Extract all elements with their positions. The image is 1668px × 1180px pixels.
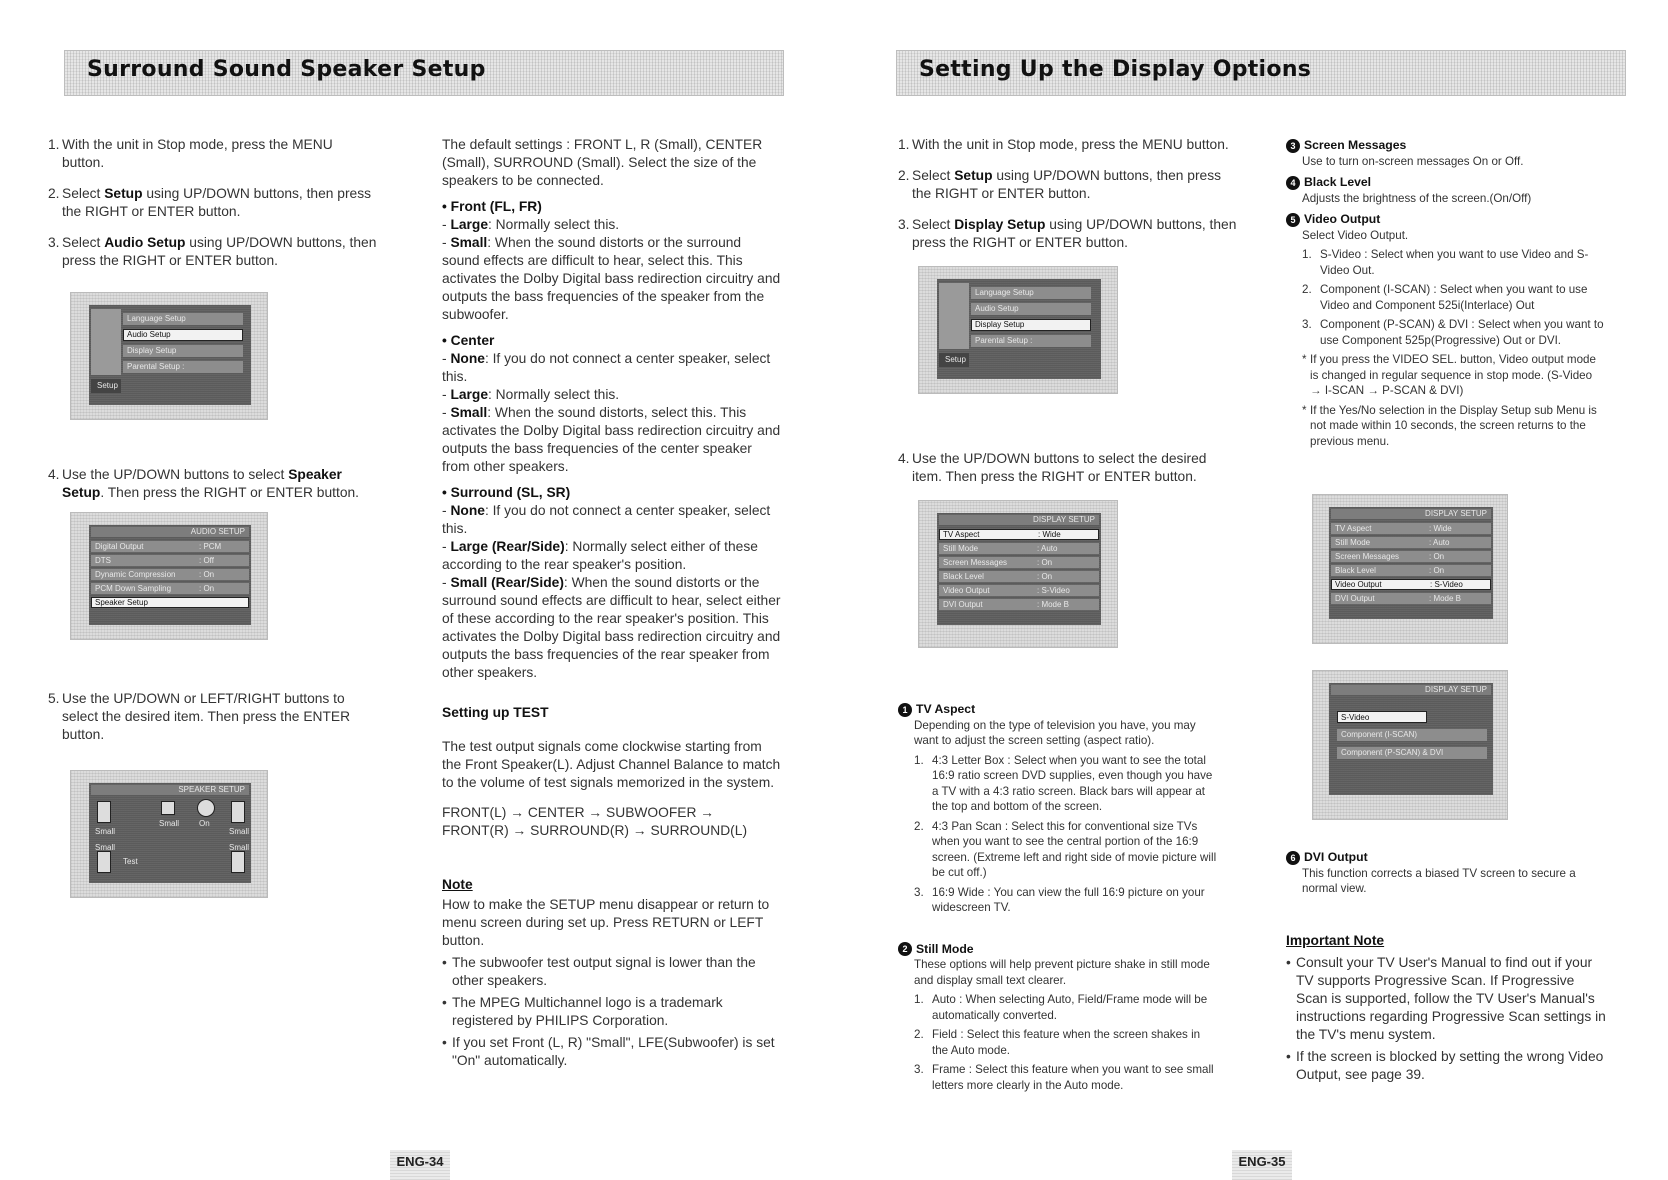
left-column-1 xyxy=(48,136,378,283)
step-item: 4. Use the UP/DOWN buttons to select the desired item. Then press the RIGHT or ENTER button. xyxy=(898,451,1207,484)
flow-line: FRONT(R) → SURROUND(R) → SURROUND(L) xyxy=(442,823,748,838)
video-output-options-screenshot: DISPLAY SETUP S-Video Component (I-SCAN) Component (P-SCAN) & DVI xyxy=(1312,670,1508,820)
bullet-item: • Consult your TV User's Manual to find out if your TV supports Progressive Scan. If Progressive Scan is supported, follow the TV User's Manual's instructions regarding Progressive Scan settings in the TV's menu system. xyxy=(1286,955,1606,1042)
list-item: 2. Component (I-SCAN) : Select when you want to use Video and Component 525i(Interlace) Out xyxy=(1302,283,1588,312)
page-number: ENG-34 xyxy=(390,1150,450,1180)
note-heading: Note xyxy=(442,877,473,892)
note-item: * If the Yes/No selection in the Display Setup sub Menu is not made within 10 seconds, the screen returns to the previous menu. xyxy=(1302,403,1597,448)
video-output-section: 5 Video Output xyxy=(1286,212,1606,228)
bullet-item: • If you set Front (L, R) "Small", LFE(Subwoofer) is set "On" automatically. xyxy=(442,1035,775,1068)
bullet-item: • The subwoofer test output signal is lower than the other speakers. xyxy=(442,955,756,988)
section-banner xyxy=(64,50,784,96)
section-banner xyxy=(896,50,1626,96)
number-badge: 6 xyxy=(1286,851,1300,865)
test-heading: Setting up TEST xyxy=(442,705,549,720)
black-level-section: 4 Black Level xyxy=(1286,175,1606,191)
surround-heading: • Surround (SL, SR) xyxy=(442,485,571,500)
audio-setup-screenshot: AUDIO SETUP Digital Output : PCM DTS : Off Dynamic Compression : On PCM Down Sampling : On Speaker Setup xyxy=(70,512,268,640)
right-column-2: 3 Screen Messages Use to turn on-screen messages On or Off. 4 Black Level Adjusts the brightness of the screen.(On/Off) 5 Video Output Select Video Output. 1. S-Video : Select when you want to use Video and S-Video Out. 2. Component (I-SCAN) : Select when you want to use Video and Component 525i(Interlace) Out 3. Component (P-SCAN) & DVI : Select when you want to use Component 525p(Progressive) Out or DVI. * If you press the VIDEO SEL. button, Video output mode is changed in regular sequence in stop mode. (S-Video → I-SCAN → P-SCAN & DVI) * If the Yes/No selection in the Display Setup sub Menu is not made within 10 seconds, the screen returns to the previous menu. xyxy=(1286,138,1606,449)
center-heading: • Center xyxy=(442,333,495,348)
test-text: The test output signals come clockwise starting from the Front Speaker(L). Adjust Channel Balance to match to the volume of test signals memorized in the system. xyxy=(442,739,781,790)
list-item: - Small (Rear/Side): When the sound distorts or the surround sound effects are difficult to hear, select either of these according to the rear speaker's position. This activates the Dolby Digital bass redirection circuitry and outputs the bass frequencies of the rear speaker from other speakers. xyxy=(442,575,781,680)
right-column-1 xyxy=(898,136,1238,265)
list-item: 2. Field : Select this feature when the screen shakes in the Auto mode. xyxy=(914,1028,1201,1057)
screen-messages-section: 3 Screen Messages xyxy=(1286,138,1606,154)
step-item: 2. Select Setup using UP/DOWN buttons, then press the RIGHT or ENTER button. xyxy=(48,186,372,219)
number-badge: 4 xyxy=(1286,176,1300,190)
number-badge: 1 xyxy=(898,703,912,717)
note-text: How to make the SETUP menu disappear or return to menu screen during set up. Press RETURN or LEFT button. xyxy=(442,897,770,948)
list-item: - None: If you do not connect a center speaker, select this. xyxy=(442,351,771,384)
video-output-screenshot: DISPLAY SETUP TV Aspect : Wide Still Mode : Auto Screen Messages : On Black Level : On Video Output : S-Video DVI Output : Mode B xyxy=(1312,494,1508,644)
step-item: 2. Select Setup using UP/DOWN buttons, then press the RIGHT or ENTER button. xyxy=(898,168,1222,201)
list-item: 1. Auto : When selecting Auto, Field/Frame mode will be automatically converted. xyxy=(914,993,1208,1022)
step-item: 1. With the unit in Stop mode, press the MENU button. xyxy=(898,137,1229,152)
list-item: 3. 16:9 Wide : You can view the full 16:9 picture on your widescreen TV. xyxy=(914,885,1205,914)
flow-line: FRONT(L) → CENTER → SUBWOOFER → xyxy=(442,805,715,820)
list-item: - Small: When the sound distorts or the surround sound effects are difficult to hear, select this. This activates the Dolby Digital bass redirection circuitry and outputs the bass frequencies of the speaker from the subwoofer. xyxy=(442,235,781,322)
number-badge: 3 xyxy=(1286,139,1300,153)
step-item: 3. Select Audio Setup using UP/DOWN buttons, then press the RIGHT or ENTER button. xyxy=(48,235,377,268)
left-column-2 xyxy=(442,136,782,1070)
list-item: - Large: Normally select this. xyxy=(442,217,620,232)
list-item: 3. Frame : Select this feature when you want to see small letters more clearly in the Auto mode. xyxy=(914,1063,1214,1092)
important-heading: Important Note xyxy=(1286,933,1385,948)
number-badge: 2 xyxy=(898,942,912,956)
number-badge: 5 xyxy=(1286,213,1300,227)
list-item: - Large (Rear/Side): Normally select either of these according to the rear speaker's position. xyxy=(442,539,758,572)
still-mode-section: 2 Still Mode xyxy=(898,942,1218,958)
step-item: 5. Use the UP/DOWN or LEFT/RIGHT buttons to select the desired item. Then press the ENTER button. xyxy=(48,691,351,742)
list-item: 3. Component (P-SCAN) & DVI : Select when you want to use Component 525p(Progressive) Out or DVI. xyxy=(1302,318,1604,347)
tv-aspect-section: 1 TV Aspect Depending on the type of television you have, you may want to adjust the screen setting (aspect ratio). 1. 4:3 Letter Box : Select when you want to see the total 16:9 ratio screen DVD supplies, even though you have a TV with a 4:3 ratio screen. Black bars will appear at the top and bottom of the screen. 2. 4:3 Pan Scan : Select this for conventional size TVs when you want to see the central portion of the 16:9 screen. (Extreme left and right side of movie picture will be cut off.) 3. 16:9 Wide : You can view the full 16:9 picture on your widescreen TV. 2 Still Mode These options will help prevent picture shake in still mode and display small text clearer. 1. Auto : When selecting Auto, Field/Frame mode will be automatically converted. 2. Field : Select this feature when the screen shakes in the Auto mode. 3. Frame : Select this feature when you want to see small letters more clearly in the Auto mode. xyxy=(898,702,1218,1093)
list-item: 1. S-Video : Select when you want to use Video and S-Video Out. xyxy=(1302,248,1589,277)
display-setup-screenshot: DISPLAY SETUP TV Aspect : Wide Still Mode : Auto Screen Messages : On Black Level : On Video Output : S-Video DVI Output : Mode B xyxy=(918,500,1118,648)
intro-text: The default settings : FRONT L, R (Small), CENTER (Small), SURROUND (Small). Select the size of the speakers to be connected. xyxy=(442,137,763,188)
step-item: 1. With the unit in Stop mode, press the MENU button. xyxy=(48,137,333,170)
step-item: 4. Use the UP/DOWN buttons to select Speaker Setup. Then press the RIGHT or ENTER button. xyxy=(48,467,359,500)
setup-menu-screenshot: Language Setup Audio Setup Display Setup Parental Setup : Setup xyxy=(70,292,268,420)
list-item: - Small: When the sound distorts, select this. This activates the Dolby Digital bass redirection circuitry and outputs the bass frequencies of the center speaker from other speakers. xyxy=(442,405,781,474)
page-number: ENG-35 xyxy=(1232,1150,1292,1180)
list-item: - None: If you do not connect a center speaker, select this. xyxy=(442,503,771,536)
page-title: Setting Up the Display Options xyxy=(919,57,1312,82)
list-item: - Large: Normally select this. xyxy=(442,387,620,402)
bullet-item: • If the screen is blocked by setting the wrong Video Output, see page 39. xyxy=(1286,1049,1604,1082)
setup-menu-screenshot: Language Setup Audio Setup Display Setup Parental Setup : Setup xyxy=(918,266,1118,394)
step-item: 3. Select Display Setup using UP/DOWN buttons, then press the RIGHT or ENTER button. xyxy=(898,217,1237,250)
bullet-item: • The MPEG Multichannel logo is a trademark registered by PHILIPS Corporation. xyxy=(442,995,723,1028)
dvi-output-section: 6 DVI Output xyxy=(1286,850,1606,866)
list-item: 1. 4:3 Letter Box : Select when you want to see the total 16:9 ratio screen DVD supplies, even though you have a TV with a 4:3 ratio screen. Black bars will appear at the top and bottom of the screen. xyxy=(914,753,1213,813)
list-item: 2. 4:3 Pan Scan : Select this for conventional size TVs when you want to see the central portion of the 16:9 screen. (Extreme left and right side of movie picture will be cut off.) xyxy=(914,819,1217,879)
front-heading: • Front (FL, FR) xyxy=(442,199,542,214)
right-page: Setting Up the Display Options 1. With the unit in Stop mode, press the MENU button. 2. Select Setup using UP/DOWN buttons, then press the RIGHT or ENTER button. 3. Select Display Setup using UP/DOWN buttons, then press the RIGHT or ENTER button. Language Setup Audio Setup Display Setup Parental Setup : Setup 4. Use the UP/DOWN buttons to select the desired item. Then press the RIGHT or ENTER button. DISPLAY SETUP TV Aspect : Wide Still Mode : Auto Screen Messages : On Black Level : On Video Output : S-Video DVI Output : Mode B 1 TV Aspect Depending on the type of television you have, you may want to adjust the screen setting (aspect ratio). 1. 4:3 Letter Box : Select when you want to see the total 16:9 ratio screen DVD supplies, even though you have a TV with a 4:3 ratio screen. Black bars will appear at the top and bottom of the screen. 2. 4:3 Pan Scan : Select this for conventional size TVs when you want to see the central portion of the 16:9 screen. (Extreme left and right side of movie picture will be cut off.) 3. 16:9 Wide : You can view the full 16:9 picture on your widescreen TV. 2 Still Mode These options will help prevent picture shake in still mode and display small text clearer. 1. Auto : When selecting Auto, Field/Frame mode will be automatically converted. 2. Field : Select this feature when the screen shakes in the Auto mode. 3. Frame : Select this feature when you want to see small letters more clearly in the Auto mode. 3 Screen Messages Use to turn on-screen messages On or Off. 4 Black Level Adjusts the brightness of the screen.(On/Off) 5 Video Output Select Video Output. 1. S-Video : Select when you want to use Video and S-Video Out. 2. Component (I-SCAN) : Select when you want to use Video and Component 525i(Interlace) Out 3. Component (P-SCAN) & DVI : Select when you want to use Component 525p(Progressive) Out or DVI. * If you press the VIDEO SEL. button, Video output mode is changed in regular sequence in stop mode. (S-Video → I-SCAN → P-SCAN & DVI) * If the Yes/No selection in the Display Setup sub Menu is not made within 10 seconds, the screen returns to the previous menu. DISPLAY SETUP TV Aspect : Wide Still Mode : Auto Screen Messages : On Black Level : On Video Output : S-Video DVI Output : Mode B DISPLAY SETUP S-Video Component (I-SCAN) Component (P-SCAN) & DVI 6 DVI Output This function corrects a biased TV screen to secure a normal view. Important Note • Consult your TV User's Manual to find out if your TV supports Progressive Scan. If Progressive Scan is supported, follow the TV User's Manual's instructions regarding Progressive Scan settings in the TV's menu system. • If the screen is blocked by setting the wrong Video Output, see page 39. ENG-35 xyxy=(834,0,1668,1180)
page-title: Surround Sound Speaker Setup xyxy=(87,57,486,82)
note-item: * If you press the VIDEO SEL. button, Video output mode is changed in regular sequence in stop mode. (S-Video → I-SCAN → P-SCAN & DVI) xyxy=(1302,353,1596,397)
speaker-setup-screenshot: SPEAKER SETUP Small Small On Small Small Test Small xyxy=(70,770,268,898)
important-note xyxy=(1286,932,1606,1084)
